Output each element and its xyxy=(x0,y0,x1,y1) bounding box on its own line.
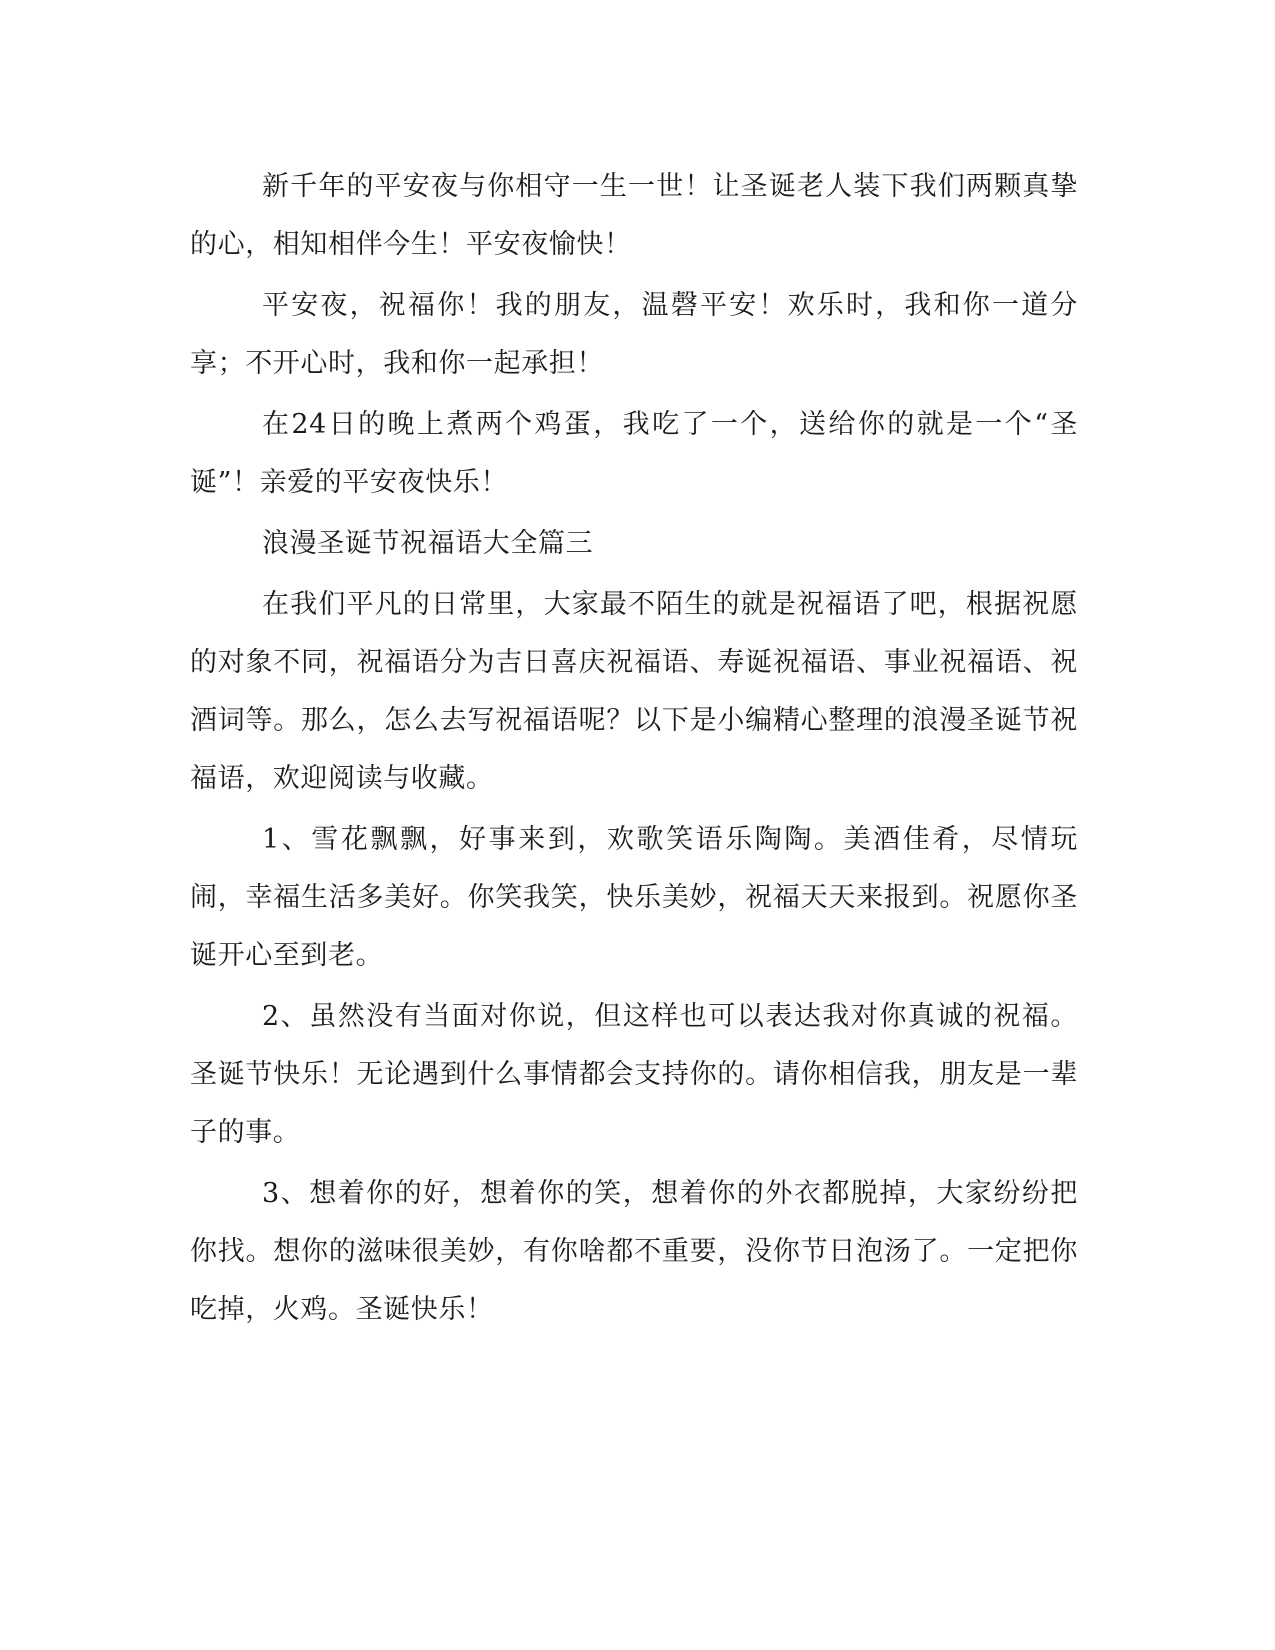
paragraph: 在24日的晚上煮两个鸡蛋，我吃了一个，送给你的就是一个“圣诞”！亲爱的平安夜快乐！ xyxy=(190,409,1078,498)
list-item: 3、想着你的好，想着你的笑，想着你的外衣都脱掉，大家纷纷把你找。想你的滋味很美妙，有你啥都不重要，没你节日泡汤了。一定把你吃掉，火鸡。圣诞快乐！ xyxy=(190,1178,1078,1325)
paragraph: 平安夜，祝福你！我的朋友，温磬平安！欢乐时，我和你一道分享；不开心时，我和你一起承担！ xyxy=(190,290,1078,379)
document-body xyxy=(190,158,1078,1342)
section-heading: 浪漫圣诞节祝福语大全篇三 xyxy=(262,528,594,559)
list-item: 1、雪花飘飘，好事来到，欢歌笑语乐陶陶。美酒佳肴，尽情玩闹，幸福生活多美好。你笑我笑，快乐美妙，祝福天天来报到。祝愿你圣诞开心至到老。 xyxy=(190,824,1078,971)
paragraph: 新千年的平安夜与你相守一生一世！让圣诞老人装下我们两颗真挚的心，相知相伴今生！平安夜愉快！ xyxy=(190,171,1078,260)
list-item: 2、虽然没有当面对你说，但这样也可以表达我对你真诚的祝福。圣诞节快乐！无论遇到什么事情都会支持你的。请你相信我，朋友是一辈子的事。 xyxy=(190,1001,1078,1148)
intro-paragraph: 在我们平凡的日常里，大家最不陌生的就是祝福语了吧，根据祝愿的对象不同，祝福语分为吉日喜庆祝福语、寿诞祝福语、事业祝福语、祝酒词等。那么，怎么去写祝福语呢？以下是小编精心整理的浪漫圣诞节祝福语，欢迎阅读与收藏。 xyxy=(190,589,1078,794)
